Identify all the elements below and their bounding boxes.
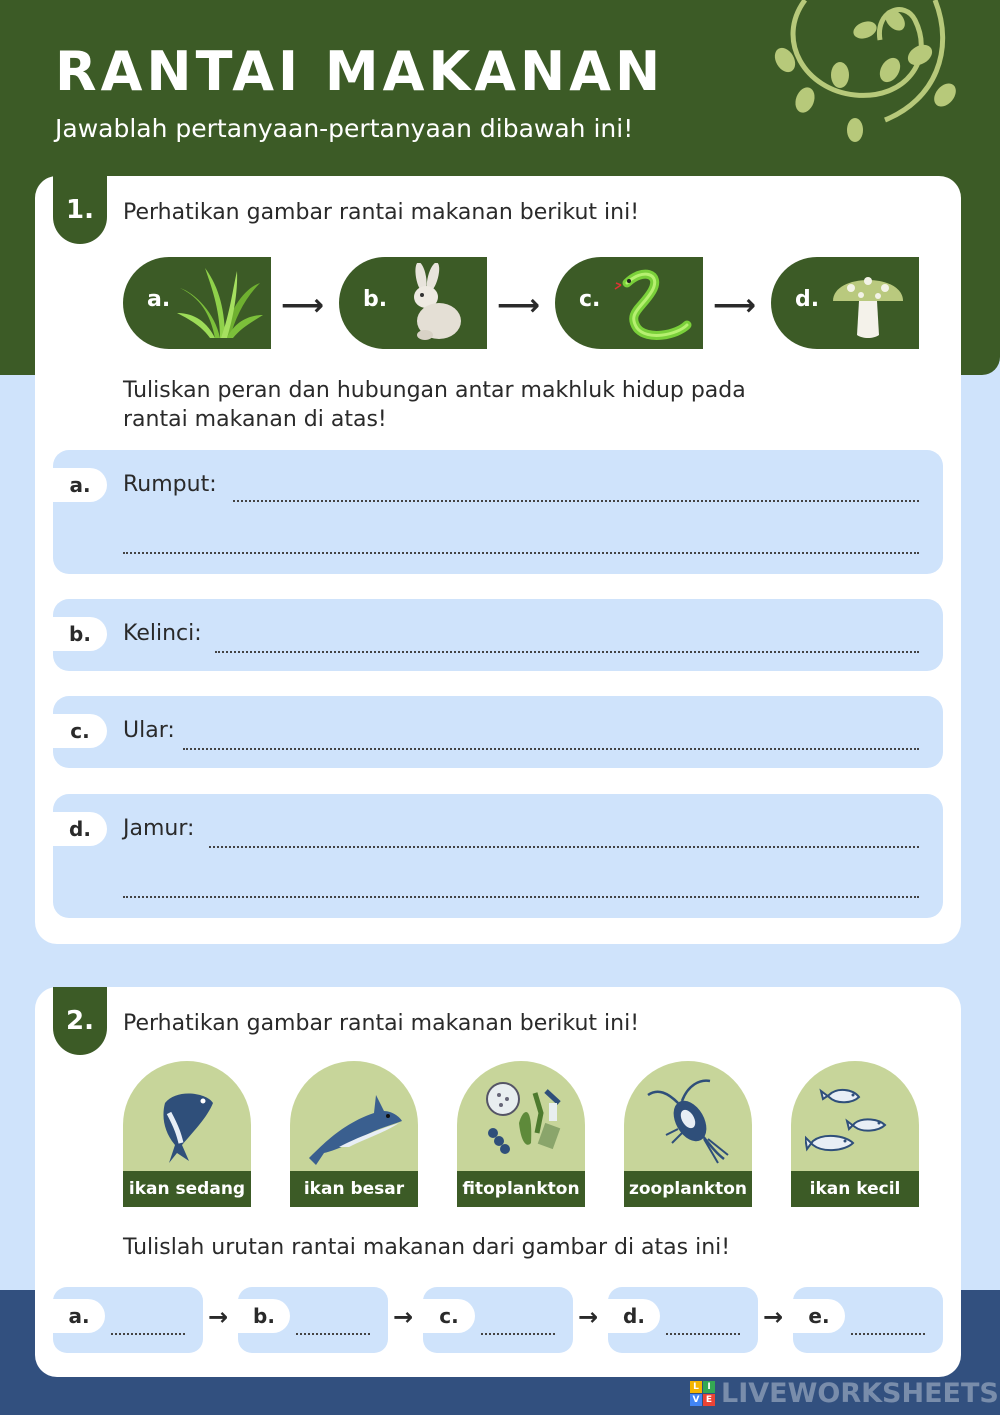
sequence-tag: c. [423, 1299, 475, 1333]
logo-letter: I [703, 1381, 715, 1393]
chain-label: c. [579, 287, 601, 312]
answer-label: Kelinci: [123, 621, 202, 646]
answer-label: Ular: [123, 718, 175, 743]
answer-label: Jamur: [123, 816, 195, 841]
answer-box-jamur [53, 794, 943, 918]
answer-label: Rumput: [123, 472, 217, 497]
rabbit-icon [391, 263, 481, 343]
chain-label: d. [795, 287, 820, 312]
page-title: RANTAI MAKANAN [55, 40, 665, 103]
question-1-card [35, 176, 961, 944]
answer-box-kelinci [53, 599, 943, 671]
sequence-slot-e[interactable] [793, 1287, 943, 1353]
snake-icon [607, 263, 697, 343]
chain-arrow-icon: ⟶ [713, 288, 757, 323]
watermark-text: LIVEWORKSHEETS [721, 1377, 999, 1409]
answer-tag: c. [53, 714, 107, 748]
chain-item-snake [555, 257, 703, 349]
species-name: ikan kecil [791, 1171, 919, 1207]
liveworksheets-watermark [690, 1376, 999, 1410]
grass-icon [175, 263, 265, 343]
sequence-tag: a. [53, 1299, 105, 1333]
sequence-line[interactable] [851, 1333, 925, 1335]
species-name: ikan sedang [123, 1171, 251, 1207]
chain-item-rabbit [339, 257, 487, 349]
logo-letter: L [690, 1381, 702, 1393]
sequence-arrow-icon: → [578, 1303, 599, 1331]
chain-arrow-icon: ⟶ [281, 288, 325, 323]
sequence-slot-d[interactable] [608, 1287, 758, 1353]
answer-line[interactable] [209, 846, 919, 848]
question-prompt: Perhatikan gambar rantai makanan berikut ini! [123, 1011, 640, 1036]
species-name: fitoplankton [457, 1171, 585, 1207]
sequence-tag: e. [793, 1299, 845, 1333]
answer-box-rumput [53, 450, 943, 574]
species-name: zooplankton [624, 1171, 752, 1207]
sequence-arrow-icon: → [763, 1303, 784, 1331]
page-subtitle: Jawablah pertanyaan-pertanyaan dibawah ini! [55, 114, 634, 143]
instruction-line-2: rantai makanan di atas! [123, 407, 387, 432]
question-prompt: Perhatikan gambar rantai makanan berikut ini! [123, 200, 640, 225]
answer-line[interactable] [123, 552, 919, 554]
answer-line[interactable] [233, 500, 919, 502]
sequence-instruction: Tulislah urutan rantai makanan dari gambar di atas ini! [123, 1235, 731, 1260]
answer-tag: b. [53, 617, 107, 651]
answer-line[interactable] [183, 748, 919, 750]
species-name: ikan besar [290, 1171, 418, 1207]
chain-label: a. [147, 287, 171, 312]
mushroom-icon [823, 263, 913, 343]
chain-item-mushroom [771, 257, 919, 349]
sequence-row [0, 987, 1000, 1387]
answer-line[interactable] [123, 896, 919, 898]
answer-tag: d. [53, 812, 107, 846]
sequence-slot-c[interactable] [423, 1287, 573, 1353]
question-number: 1. [53, 176, 107, 244]
answer-line[interactable] [215, 651, 919, 653]
instruction-line-1: Tuliskan peran dan hubungan antar makhluk hidup pada [123, 378, 746, 403]
answer-box-ular [53, 696, 943, 768]
logo-letter: E [703, 1394, 715, 1406]
sequence-line[interactable] [111, 1333, 185, 1335]
sequence-tag: d. [608, 1299, 660, 1333]
sequence-line[interactable] [666, 1333, 740, 1335]
sequence-line[interactable] [481, 1333, 555, 1335]
sequence-line[interactable] [296, 1333, 370, 1335]
chain-item-grass [123, 257, 271, 349]
chain-arrow-icon: ⟶ [497, 288, 541, 323]
sequence-slot-a[interactable] [53, 1287, 203, 1353]
sequence-slot-b[interactable] [238, 1287, 388, 1353]
sequence-arrow-icon: → [208, 1303, 229, 1331]
sequence-arrow-icon: → [393, 1303, 414, 1331]
chain-label: b. [363, 287, 388, 312]
logo-letter: V [690, 1394, 702, 1406]
vine-decoration-icon [765, 0, 975, 150]
liveworksheets-logo-icon [690, 1381, 715, 1406]
question-number: 2. [53, 987, 107, 1055]
sequence-tag: b. [238, 1299, 290, 1333]
answer-tag: a. [53, 468, 107, 502]
